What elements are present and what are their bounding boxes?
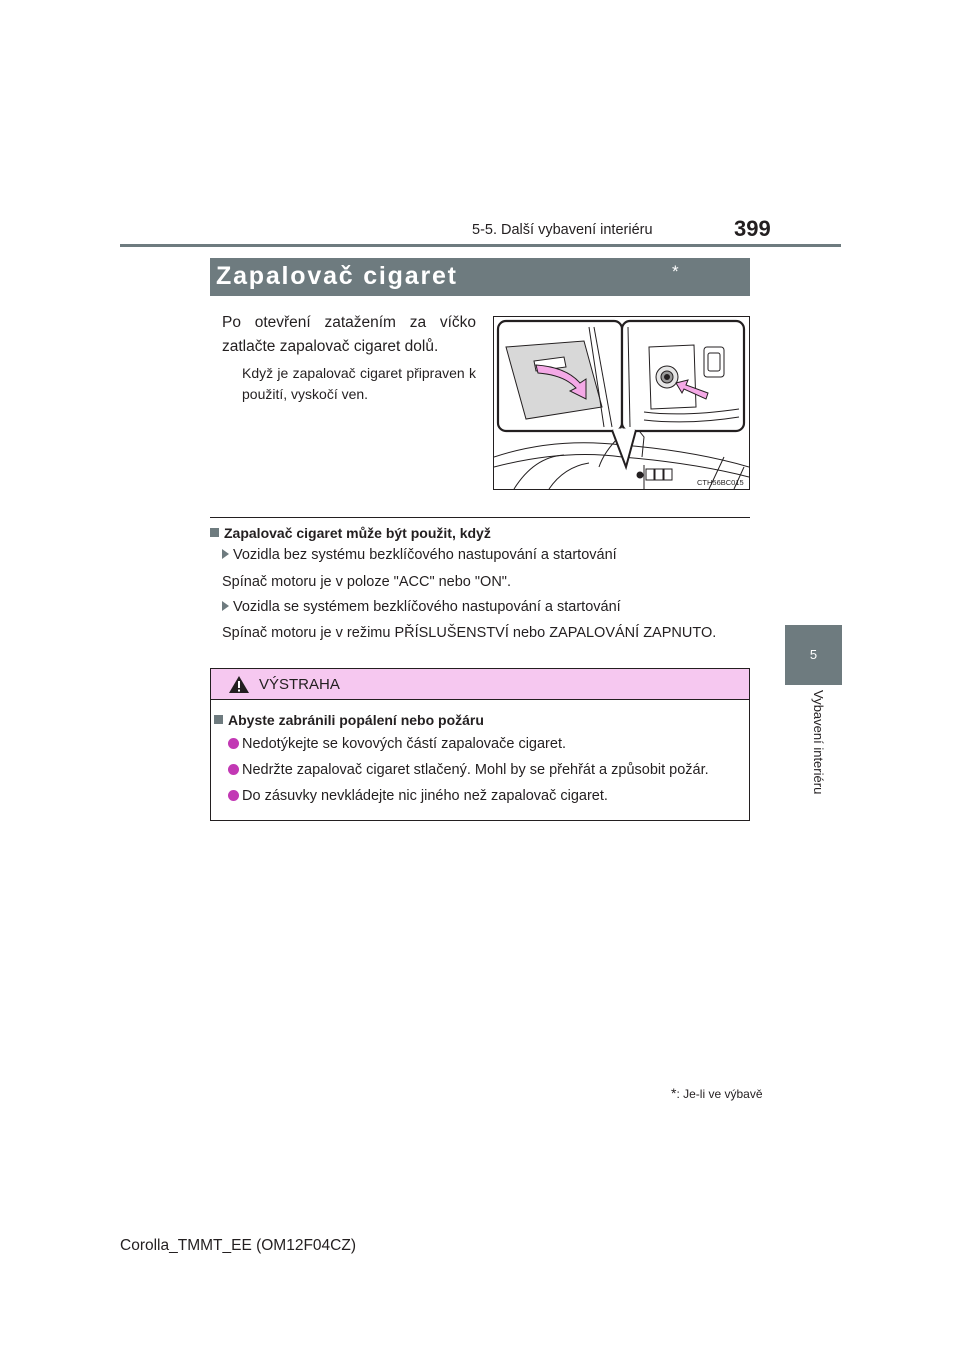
section-divider bbox=[210, 517, 750, 518]
chapter-tab: 5 bbox=[785, 625, 842, 685]
condition-bullet-1-text: Vozidla bez systému bezklíčového nastupování a startování bbox=[233, 547, 617, 563]
cigarette-lighter-illustration bbox=[493, 316, 750, 490]
triangle-bullet-icon bbox=[222, 601, 229, 611]
footnote-text: : Je-li ve výbavě bbox=[676, 1087, 763, 1101]
round-bullet-icon bbox=[228, 738, 239, 749]
header-rule bbox=[120, 244, 841, 247]
warning-item-2-text: Nedržte zapalovač cigaret stlačený. Mohl by se přehřát a způsobit požár. bbox=[242, 762, 709, 778]
warning-item-2 bbox=[228, 762, 709, 778]
section-title: 5-5. Další vybavení interiéru bbox=[472, 222, 653, 238]
warning-item-3 bbox=[228, 788, 608, 804]
figure-code: CTH56BC015 bbox=[697, 478, 744, 487]
footnote bbox=[671, 1085, 763, 1101]
title-asterisk: * bbox=[672, 262, 679, 281]
warning-subheading bbox=[214, 712, 484, 728]
chapter-label: Vybavení interiéru bbox=[811, 690, 826, 795]
condition-bullet-2 bbox=[222, 599, 621, 615]
page-heading: Zapalovač cigaret bbox=[216, 262, 458, 290]
intro-instruction: Po otevření zatažením za víčko zatlačte zapalovač cigaret dolů. bbox=[222, 314, 476, 355]
document-footer: Corolla_TMMT_EE (OM12F04CZ) bbox=[120, 1237, 356, 1254]
square-bullet-icon bbox=[214, 715, 223, 724]
round-bullet-icon bbox=[228, 790, 239, 801]
warning-header bbox=[211, 669, 749, 700]
warning-item-1-text: Nedotýkejte se kovových částí zapalovače cigaret. bbox=[242, 736, 566, 752]
warning-item-3-text: Do zásuvky nevkládejte nic jiného než zapalovač cigaret. bbox=[242, 788, 608, 804]
warning-item-1 bbox=[228, 736, 566, 752]
footnote-symbol: * bbox=[671, 1085, 677, 1101]
triangle-bullet-icon bbox=[222, 549, 229, 559]
conditions-heading bbox=[210, 525, 491, 541]
page-number: 399 bbox=[734, 216, 771, 241]
condition-bullet-1 bbox=[222, 547, 617, 563]
condition-text-2: Spínač motoru je v režimu PŘÍSLUŠENSTVÍ nebo ZAPALOVÁNÍ ZAPNUTO. bbox=[222, 625, 717, 641]
square-bullet-icon bbox=[210, 528, 219, 537]
title-bar bbox=[210, 258, 750, 296]
warning-title: VÝSTRAHA bbox=[259, 676, 340, 693]
warning-triangle-icon bbox=[228, 675, 250, 694]
condition-bullet-2-text: Vozidla se systémem bezklíčového nastupování a startování bbox=[233, 599, 621, 615]
condition-text-1: Spínač motoru je v poloze "ACC" nebo "ON". bbox=[222, 574, 511, 590]
warning-subheading-text: Abyste zabránili popálení nebo požáru bbox=[228, 712, 484, 728]
warning-box bbox=[210, 668, 750, 821]
conditions-heading-text: Zapalovač cigaret může být použit, když bbox=[224, 525, 491, 541]
chapter-label-container bbox=[808, 690, 828, 820]
illustration-svg bbox=[494, 317, 749, 489]
round-bullet-icon bbox=[228, 764, 239, 775]
intro-note: Když je zapalovač cigaret připraven k použití, vyskočí ven. bbox=[242, 365, 476, 402]
